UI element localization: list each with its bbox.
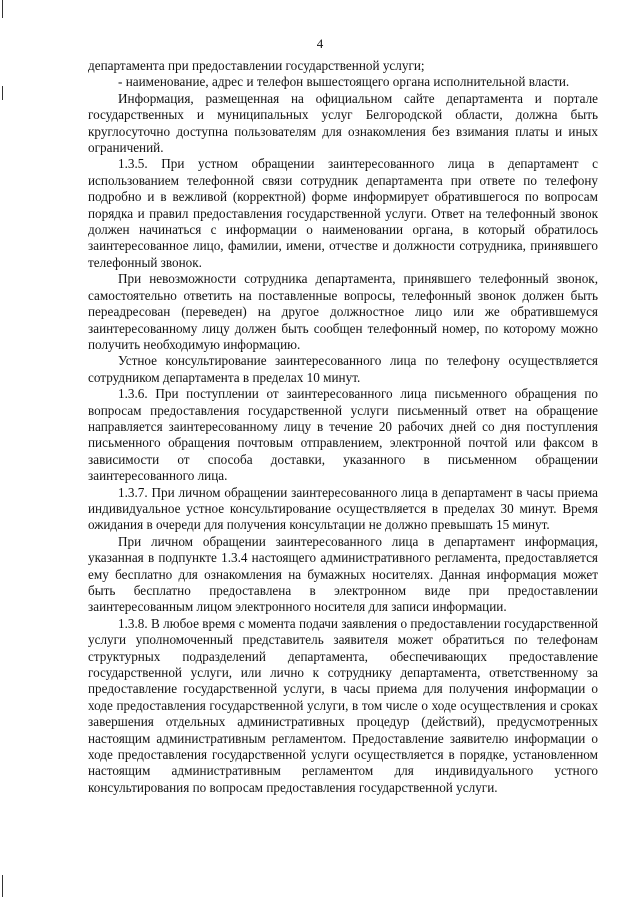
- paragraph-4: 1.3.5. При устном обращении заинтересованного лица в департамент с использованием телефонной связи сотрудник департамента при ответе по телефону подробно и в вежливой (корректной) форме информирует обратившегося по вопросам порядка и правил предоставления государственной услуги. Ответ на телефонный звонок должен начинаться с информации о наименовании органа, в который обратилось заинтересованное лицо, фамилии, имени, отчестве и должности сотрудника, принявшего телефонный звонок.: [88, 156, 598, 270]
- scan-margin-mark-top: [2, 0, 3, 18]
- document-body: [88, 58, 598, 796]
- paragraph-2: - наименование, адрес и телефон вышестоящего органа исполнительной власти.: [118, 74, 570, 90]
- scan-margin-mark-bottom: [2, 875, 3, 897]
- page-number: 4: [316, 36, 324, 51]
- paragraph-8: 1.3.7. При личном обращении заинтересованного лица в департамент в часы приема индивидуальное устное консультирование осуществляется в пределах 30 минут. Время ожидания в очереди для получения консультации не должно превышать 15 минут.: [88, 484, 598, 533]
- paragraph-6: Устное консультирование заинтересованного лица по телефону осуществляется сотрудником департамента в пределах 10 минут.: [88, 353, 598, 385]
- paragraph-10: 1.3.8. В любое время с момента подачи заявления о предоставлении государственной услуги уполномоченный представитель заявителя может обратиться по телефонам структурных подразделений департамента, обеспечивающих предоставление государственной услуги, или лично к сотруднику департамента, ответственному за предоставление государственной услуги, в часы приема для получения информации о ходе предоставления государственной услуги, в том числе о ходе осуществления и сроках завершения отдельных административных процедур (действий), предусмотренных настоящим административным регламентом. Предоставление заявителю информации о ходе предоставления государственной услуги осуществляется в порядке, установленном настоящим административным регламентом для индивидуального устного консультирования по вопросам предоставления государственной услуги.: [88, 615, 598, 795]
- paragraph-1: департамента при предоставлении государственной услуги;: [88, 58, 425, 73]
- scan-margin-mark-middle: [2, 86, 3, 100]
- paragraph-7: 1.3.6. При поступлении от заинтересованного лица письменного обращения по вопросам предоставления государственной услуги письменный ответ на обращение направляется заинтересованному лицу в течение 20 рабочих дней со дня поступления письменного обращения почтовым отправлением, электронной почтой или факсом в зависимости от способа доставки, указанного в письменном обращении заинтересованного лица.: [88, 386, 598, 484]
- paragraph-5: При невозможности сотрудника департамента, принявшего телефонный звонок, самостоятельно ответить на поставленные вопросы, телефонный звонок должен быть переадресован (переведен) на другое должностное лицо или же обратившемуся заинтересованному лицу должен быть сообщен телефонный номер, по которому можно получить необходимую информацию.: [88, 271, 598, 352]
- paragraph-9: При личном обращении заинтересованного лица в департамент информация, указанная в подпункте 1.3.4 настоящего административного регламента, предоставляется ему бесплатно для ознакомления на бумажных носителях. Данная информация может быть бесплатно предоставлена в электронном виде при предоставлении заинтересованным лицом электронного носителя для записи информации.: [88, 533, 598, 615]
- paragraph-3: Информация, размещенная на официальном сайте департамента и портале государственных и муниципальных услуг Белгородской области, должна быть круглосуточно доступна пользователям для ознакомления без взимания платы и иных ограничений.: [88, 90, 598, 156]
